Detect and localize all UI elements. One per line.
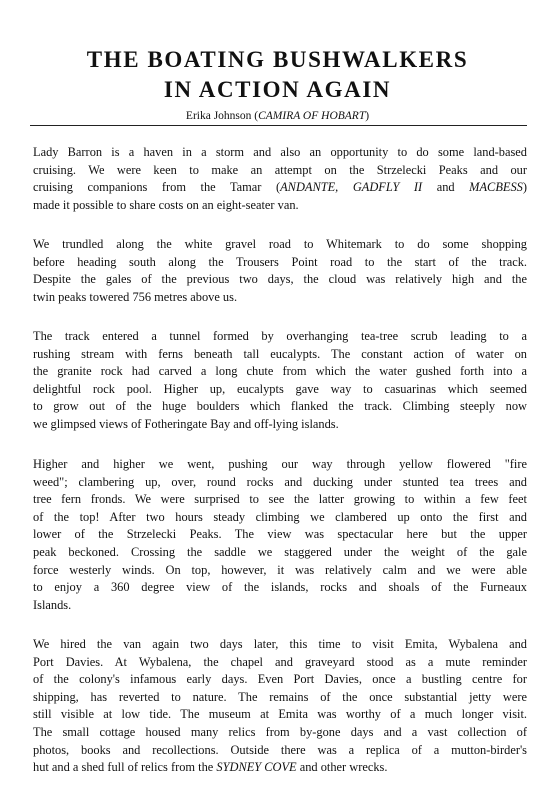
text-run: to enjoy a 360 degree view of the islands, rocks and shoals of the Furneaux xyxy=(33,580,527,595)
text-line xyxy=(33,271,527,289)
text-line xyxy=(33,689,527,707)
text-line xyxy=(33,456,527,474)
text-line xyxy=(33,654,527,672)
text-line xyxy=(33,706,527,724)
text-line xyxy=(33,562,527,580)
text-run: twin peaks towered 756 metres above us. xyxy=(33,289,238,304)
text-line xyxy=(33,597,527,615)
text-line xyxy=(33,724,527,742)
text-line xyxy=(33,363,527,381)
paragraph-3 xyxy=(33,328,527,434)
text-line xyxy=(33,144,527,162)
text-run: Despite the gales of the previous two days, the cloud was relatively high and the xyxy=(33,272,527,287)
text-run: cruising. We were keen to make an attempt on the Strzelecki Peaks and our xyxy=(33,162,527,177)
paragraph-1 xyxy=(33,144,527,214)
text-run: We trundled along the white gravel road to Whitemark to do some shopping xyxy=(33,237,527,251)
text-run: the granite rock had carved a long chute from which the water gushed forth into a xyxy=(33,364,527,379)
text-run: lower of the Strzelecki Peaks. The view was spectacular here but the upper xyxy=(33,527,527,542)
text-run: cruising companions from the Tamar ( xyxy=(33,180,281,195)
text-run: shipping, has reverted to nature. The remains of the once substantial jetty were xyxy=(33,689,527,704)
text-run: Lady Barron is a haven in a storm and also an opportunity to do some land-based xyxy=(33,145,527,159)
text-line xyxy=(33,162,527,180)
byline-close: ) xyxy=(365,110,370,122)
text-run: of the colony's infamous early days. Even Port Davies, once a bustling centre for xyxy=(33,672,527,687)
text-run: delightful rock pool. Higher up, eucalypts gave way to casuarinas which seemed xyxy=(33,381,527,396)
text-run: we glimpsed views of Fotheringate Bay and off-lying islands. xyxy=(33,416,339,431)
text-line xyxy=(33,236,527,254)
vessel-name: ANDANTE, GADFLY II xyxy=(280,180,423,195)
text-run: Higher and higher we went, pushing our way through yellow flowered "fire xyxy=(33,457,527,471)
text-run: made it possible to share costs on an eight-seater van. xyxy=(33,197,299,212)
text-line xyxy=(33,742,527,760)
text-line xyxy=(33,759,527,777)
text-line xyxy=(33,491,527,509)
byline xyxy=(0,109,555,123)
text-run: before heading south along the Trousers Point road to the start of the track. xyxy=(33,254,527,269)
text-run: The small cottage housed many relics from by-gone days and a vast collection of xyxy=(33,724,527,739)
text-line xyxy=(33,474,527,492)
paragraph-2 xyxy=(33,236,527,306)
text-line xyxy=(33,398,527,416)
text-line xyxy=(33,509,527,527)
byline-boat-name: CAMIRA OF HOBART xyxy=(258,110,366,122)
text-run: The track entered a tunnel formed by overhanging tea-tree scrub leading to a xyxy=(33,329,527,343)
byline-author: Erika Johnson ( xyxy=(185,110,259,122)
text-line xyxy=(33,289,527,307)
text-line xyxy=(33,416,527,434)
text-line xyxy=(33,579,527,597)
text-run: ) xyxy=(522,180,527,195)
article-title-line-2: IN ACTION AGAIN xyxy=(163,77,392,102)
article-title-line-1: THE BOATING BUSHWALKERS xyxy=(86,47,469,72)
text-line xyxy=(33,346,527,364)
text-run: tree fern fronds. We were surprised to see the latter growing to within a few feet xyxy=(33,492,527,507)
text-run: and other wrecks. xyxy=(296,760,388,775)
text-line xyxy=(33,636,527,654)
text-run: and xyxy=(422,180,470,195)
text-run: weed"; clambering up, over, round rocks and ducking under stunted tea trees and xyxy=(33,474,527,489)
paragraph-4 xyxy=(33,456,527,614)
text-run: We hired the van again two days later, this time to visit Emita, Wybalena and xyxy=(33,637,527,651)
text-run: to grow out of the huge boulders which flanked the track. Climbing steeply now xyxy=(33,399,527,414)
text-line xyxy=(33,544,527,562)
text-run: photos, books and recollections. Outside there was a replica of a mutton-birder's xyxy=(33,742,527,757)
paragraph-5 xyxy=(33,636,527,777)
text-line xyxy=(33,254,527,272)
vessel-name: SYDNEY COVE xyxy=(216,760,297,775)
text-line xyxy=(33,179,527,197)
text-line xyxy=(33,328,527,346)
text-run: of the top! After two hours steady climbing we clambered up onto the first and xyxy=(33,509,527,524)
text-run: Port Davies. At Wybalena, the chapel and graveyard stood as a mute reminder xyxy=(33,654,527,669)
text-line xyxy=(33,671,527,689)
text-line xyxy=(33,381,527,399)
text-run: peak beckoned. Crossing the saddle we staggered under the weight of the gale xyxy=(33,544,527,559)
title-divider xyxy=(30,125,527,126)
text-run: rushing stream with ferns beneath tall eucalypts. The constant action of water on xyxy=(33,346,527,361)
text-run: Islands. xyxy=(33,597,72,612)
text-run: still visible at low tide. The museum at Emita was worthy of a much longer visit. xyxy=(33,707,527,722)
text-run: hut and a shed full of relics from the xyxy=(33,760,217,775)
vessel-name: MACBESS xyxy=(469,180,523,195)
text-run: force westerly winds. On top, however, it was relatively calm and we were able xyxy=(33,562,527,577)
text-line xyxy=(33,526,527,544)
text-line xyxy=(33,197,527,215)
